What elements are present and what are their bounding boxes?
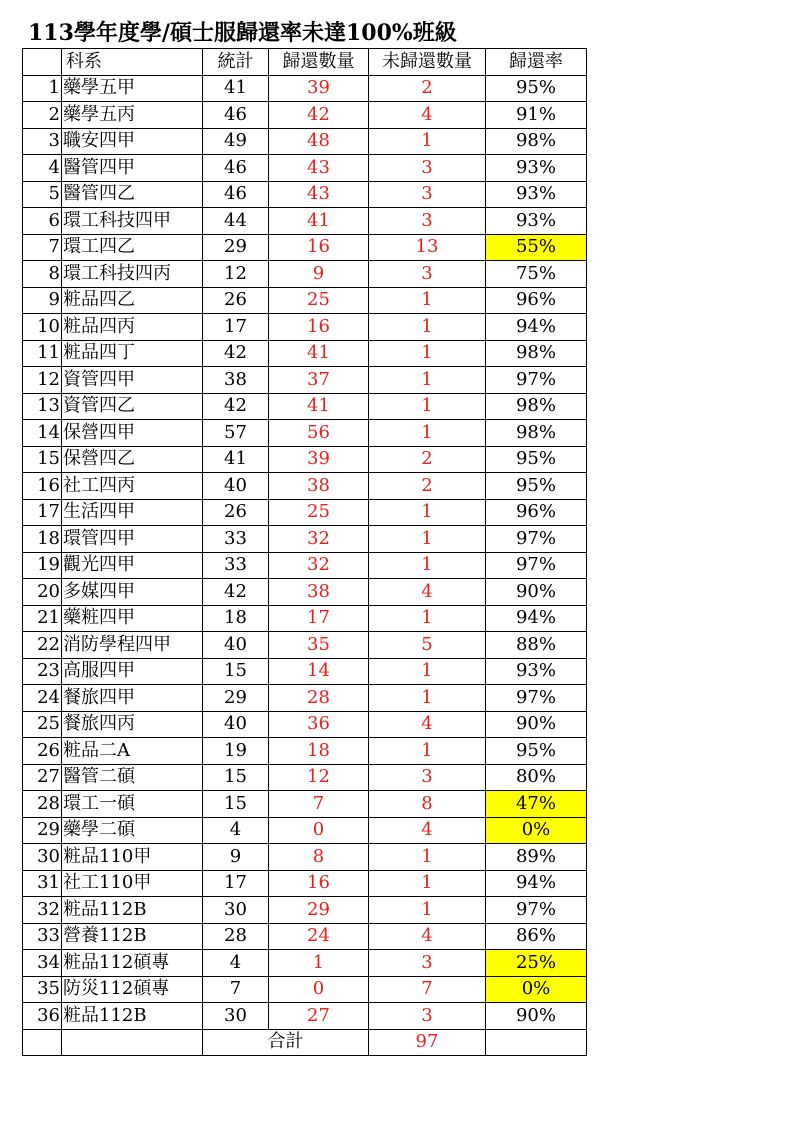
row-number: 23 [23,658,62,685]
total-cell: 33 [203,552,269,579]
returned-cell: 56 [269,420,369,447]
rate-cell: 97% [486,526,587,553]
table-row [23,287,587,314]
rate-cell: 95% [486,75,587,102]
total-cell: 7 [203,976,269,1003]
rate-cell: 98% [486,393,587,420]
row-number: 35 [23,976,62,1003]
unreturned-cell: 4 [369,102,486,129]
returned-cell: 0 [269,817,369,844]
table-row [23,367,587,394]
table-row [23,1003,587,1030]
unreturned-cell: 7 [369,976,486,1003]
row-number: 20 [23,579,62,606]
department-cell: 保營四乙 [62,446,203,473]
total-cell: 26 [203,287,269,314]
returned-cell: 38 [269,473,369,500]
table-row [23,340,587,367]
rate-cell: 89% [486,844,587,871]
department-cell: 資管四甲 [62,367,203,394]
table-row [23,950,587,977]
unreturned-cell: 3 [369,208,486,235]
returned-cell: 9 [269,261,369,288]
row-number: 2 [23,102,62,129]
department-cell: 多媒四甲 [62,579,203,606]
row-number: 22 [23,632,62,659]
rate-cell: 96% [486,287,587,314]
total-cell: 30 [203,1003,269,1030]
table-row [23,420,587,447]
returned-cell: 41 [269,208,369,235]
department-cell: 社工110甲 [62,870,203,897]
department-cell: 環工一碩 [62,791,203,818]
row-number: 30 [23,844,62,871]
row-number: 25 [23,711,62,738]
returned-cell: 16 [269,314,369,341]
unreturned-cell: 1 [369,870,486,897]
row-number: 28 [23,791,62,818]
rate-cell: 93% [486,658,587,685]
department-cell: 保營四甲 [62,420,203,447]
returned-cell: 42 [269,102,369,129]
row-number: 29 [23,817,62,844]
rate-cell: 94% [486,314,587,341]
total-cell: 44 [203,208,269,235]
department-cell: 環工四乙 [62,234,203,261]
total-cell: 46 [203,181,269,208]
total-cell: 15 [203,764,269,791]
returned-cell: 32 [269,526,369,553]
unreturned-cell: 4 [369,923,486,950]
header-unreturned: 未歸還數量 [369,49,486,76]
table-row [23,128,587,155]
total-cell: 41 [203,75,269,102]
table-header-row [23,49,587,76]
returned-cell: 37 [269,367,369,394]
total-cell: 46 [203,102,269,129]
department-cell: 粧品四丁 [62,340,203,367]
returned-cell: 41 [269,340,369,367]
returned-cell: 28 [269,685,369,712]
rate-cell: 98% [486,128,587,155]
returned-cell: 36 [269,711,369,738]
returned-cell: 41 [269,393,369,420]
returned-cell: 32 [269,552,369,579]
row-number: 4 [23,155,62,182]
total-cell: 40 [203,473,269,500]
rate-cell: 47% [486,791,587,818]
return-rate-table [22,48,587,1056]
total-cell: 4 [203,950,269,977]
summary-row [23,1029,587,1055]
department-cell: 社工四丙 [62,473,203,500]
returned-cell: 0 [269,976,369,1003]
returned-cell: 16 [269,234,369,261]
department-cell: 防災112碩專 [62,976,203,1003]
table-row [23,764,587,791]
total-cell: 18 [203,605,269,632]
unreturned-cell: 1 [369,897,486,924]
department-cell: 醫管四甲 [62,155,203,182]
row-number: 10 [23,314,62,341]
table-row [23,155,587,182]
total-cell: 41 [203,446,269,473]
unreturned-cell: 1 [369,738,486,765]
returned-cell: 35 [269,632,369,659]
table-row [23,685,587,712]
table-row [23,579,587,606]
row-number: 36 [23,1003,62,1030]
row-number: 5 [23,181,62,208]
returned-cell: 24 [269,923,369,950]
total-cell: 15 [203,658,269,685]
rate-cell: 94% [486,605,587,632]
unreturned-cell: 2 [369,473,486,500]
table-row [23,314,587,341]
department-cell: 消防學程四甲 [62,632,203,659]
total-cell: 33 [203,526,269,553]
rate-cell: 93% [486,208,587,235]
row-number: 34 [23,950,62,977]
row-number: 8 [23,261,62,288]
unreturned-cell: 1 [369,499,486,526]
total-cell: 40 [203,632,269,659]
unreturned-cell: 1 [369,393,486,420]
unreturned-cell: 4 [369,579,486,606]
rate-cell: 75% [486,261,587,288]
returned-cell: 43 [269,155,369,182]
unreturned-cell: 4 [369,817,486,844]
unreturned-cell: 8 [369,791,486,818]
table-row [23,446,587,473]
rate-cell: 95% [486,446,587,473]
row-number: 31 [23,870,62,897]
department-cell: 餐旅四丙 [62,711,203,738]
table-row [23,208,587,235]
row-number: 27 [23,764,62,791]
unreturned-cell: 5 [369,632,486,659]
returned-cell: 38 [269,579,369,606]
returned-cell: 29 [269,897,369,924]
unreturned-cell: 1 [369,367,486,394]
department-cell: 醫管二碩 [62,764,203,791]
row-number: 26 [23,738,62,765]
table-row [23,658,587,685]
total-cell: 42 [203,340,269,367]
unreturned-cell: 1 [369,844,486,871]
table-row [23,870,587,897]
returned-cell: 39 [269,446,369,473]
unreturned-cell: 13 [369,234,486,261]
table-row [23,181,587,208]
summary-label: 合計 [203,1029,369,1055]
unreturned-cell: 2 [369,75,486,102]
department-cell: 高服四甲 [62,658,203,685]
total-cell: 30 [203,897,269,924]
unreturned-cell: 3 [369,1003,486,1030]
department-cell: 粧品110甲 [62,844,203,871]
summary-value: 97 [369,1029,486,1055]
total-cell: 15 [203,791,269,818]
rate-cell: 93% [486,155,587,182]
table-row [23,791,587,818]
table-row [23,632,587,659]
table-row [23,393,587,420]
returned-cell: 12 [269,764,369,791]
table-row [23,75,587,102]
row-number: 19 [23,552,62,579]
department-cell: 職安四甲 [62,128,203,155]
rate-cell: 94% [486,870,587,897]
returned-cell: 27 [269,1003,369,1030]
summary-empty-cell [486,1029,587,1055]
rate-cell: 90% [486,1003,587,1030]
rate-cell: 95% [486,473,587,500]
department-cell: 環管四甲 [62,526,203,553]
rate-cell: 97% [486,552,587,579]
returned-cell: 25 [269,499,369,526]
row-number: 9 [23,287,62,314]
row-number: 13 [23,393,62,420]
total-cell: 49 [203,128,269,155]
department-cell: 生活四甲 [62,499,203,526]
row-number: 11 [23,340,62,367]
table-row [23,473,587,500]
rate-cell: 95% [486,738,587,765]
total-cell: 42 [203,579,269,606]
unreturned-cell: 3 [369,261,486,288]
unreturned-cell: 3 [369,950,486,977]
header-no [23,49,62,76]
table-row [23,605,587,632]
unreturned-cell: 1 [369,526,486,553]
returned-cell: 48 [269,128,369,155]
total-cell: 26 [203,499,269,526]
table-row [23,923,587,950]
table-row [23,234,587,261]
department-cell: 環工科技四丙 [62,261,203,288]
total-cell: 19 [203,738,269,765]
unreturned-cell: 1 [369,605,486,632]
table-row [23,711,587,738]
row-number: 3 [23,128,62,155]
unreturned-cell: 3 [369,181,486,208]
department-cell: 資管四乙 [62,393,203,420]
unreturned-cell: 1 [369,340,486,367]
total-cell: 17 [203,870,269,897]
total-cell: 17 [203,314,269,341]
row-number: 18 [23,526,62,553]
rate-cell: 90% [486,579,587,606]
rate-cell: 86% [486,923,587,950]
returned-cell: 7 [269,791,369,818]
unreturned-cell: 1 [369,552,486,579]
returned-cell: 18 [269,738,369,765]
row-number: 6 [23,208,62,235]
rate-cell: 98% [486,340,587,367]
department-cell: 藥學二碩 [62,817,203,844]
summary-empty-cell [62,1029,203,1055]
department-cell: 藥粧四甲 [62,605,203,632]
department-cell: 粧品四乙 [62,287,203,314]
total-cell: 40 [203,711,269,738]
unreturned-cell: 4 [369,711,486,738]
unreturned-cell: 1 [369,658,486,685]
header-returned: 歸還數量 [269,49,369,76]
table-row [23,817,587,844]
header-department: 科系 [62,49,203,76]
department-cell: 粧品112B [62,897,203,924]
rate-cell: 96% [486,499,587,526]
table-body [23,75,587,1029]
row-number: 12 [23,367,62,394]
department-cell: 觀光四甲 [62,552,203,579]
total-cell: 28 [203,923,269,950]
total-cell: 57 [203,420,269,447]
table-row [23,552,587,579]
total-cell: 12 [203,261,269,288]
rate-cell: 0% [486,817,587,844]
department-cell: 藥學五丙 [62,102,203,129]
unreturned-cell: 1 [369,420,486,447]
department-cell: 粧品二A [62,738,203,765]
returned-cell: 1 [269,950,369,977]
rate-cell: 97% [486,367,587,394]
rate-cell: 80% [486,764,587,791]
returned-cell: 16 [269,870,369,897]
department-cell: 粧品112碩專 [62,950,203,977]
unreturned-cell: 1 [369,685,486,712]
header-total: 統計 [203,49,269,76]
total-cell: 46 [203,155,269,182]
total-cell: 9 [203,844,269,871]
returned-cell: 39 [269,75,369,102]
table-row [23,526,587,553]
returned-cell: 14 [269,658,369,685]
rate-cell: 93% [486,181,587,208]
total-cell: 29 [203,234,269,261]
rate-cell: 97% [486,897,587,924]
unreturned-cell: 3 [369,764,486,791]
total-cell: 4 [203,817,269,844]
row-number: 33 [23,923,62,950]
unreturned-cell: 1 [369,314,486,341]
department-cell: 餐旅四甲 [62,685,203,712]
unreturned-cell: 2 [369,446,486,473]
table-row [23,499,587,526]
row-number: 16 [23,473,62,500]
total-cell: 38 [203,367,269,394]
page-title: 113學年度學/碩士服歸還率未達100%班級 [28,20,457,46]
department-cell: 粧品四丙 [62,314,203,341]
header-rate: 歸還率 [486,49,587,76]
returned-cell: 8 [269,844,369,871]
rate-cell: 98% [486,420,587,447]
rate-cell: 0% [486,976,587,1003]
row-number: 14 [23,420,62,447]
table-row [23,261,587,288]
rate-cell: 25% [486,950,587,977]
table-row [23,844,587,871]
row-number: 1 [23,75,62,102]
department-cell: 藥學五甲 [62,75,203,102]
row-number: 7 [23,234,62,261]
rate-cell: 97% [486,685,587,712]
row-number: 15 [23,446,62,473]
returned-cell: 43 [269,181,369,208]
rate-cell: 91% [486,102,587,129]
unreturned-cell: 1 [369,128,486,155]
rate-cell: 88% [486,632,587,659]
department-cell: 營養112B [62,923,203,950]
department-cell: 粧品112B [62,1003,203,1030]
total-cell: 29 [203,685,269,712]
rate-cell: 90% [486,711,587,738]
rate-cell: 55% [486,234,587,261]
summary-empty-cell [23,1029,62,1055]
table-row [23,897,587,924]
returned-cell: 25 [269,287,369,314]
unreturned-cell: 3 [369,155,486,182]
row-number: 32 [23,897,62,924]
table-row [23,976,587,1003]
row-number: 17 [23,499,62,526]
row-number: 24 [23,685,62,712]
row-number: 21 [23,605,62,632]
department-cell: 醫管四乙 [62,181,203,208]
department-cell: 環工科技四甲 [62,208,203,235]
table-row [23,738,587,765]
unreturned-cell: 1 [369,287,486,314]
returned-cell: 17 [269,605,369,632]
total-cell: 42 [203,393,269,420]
table-row [23,102,587,129]
